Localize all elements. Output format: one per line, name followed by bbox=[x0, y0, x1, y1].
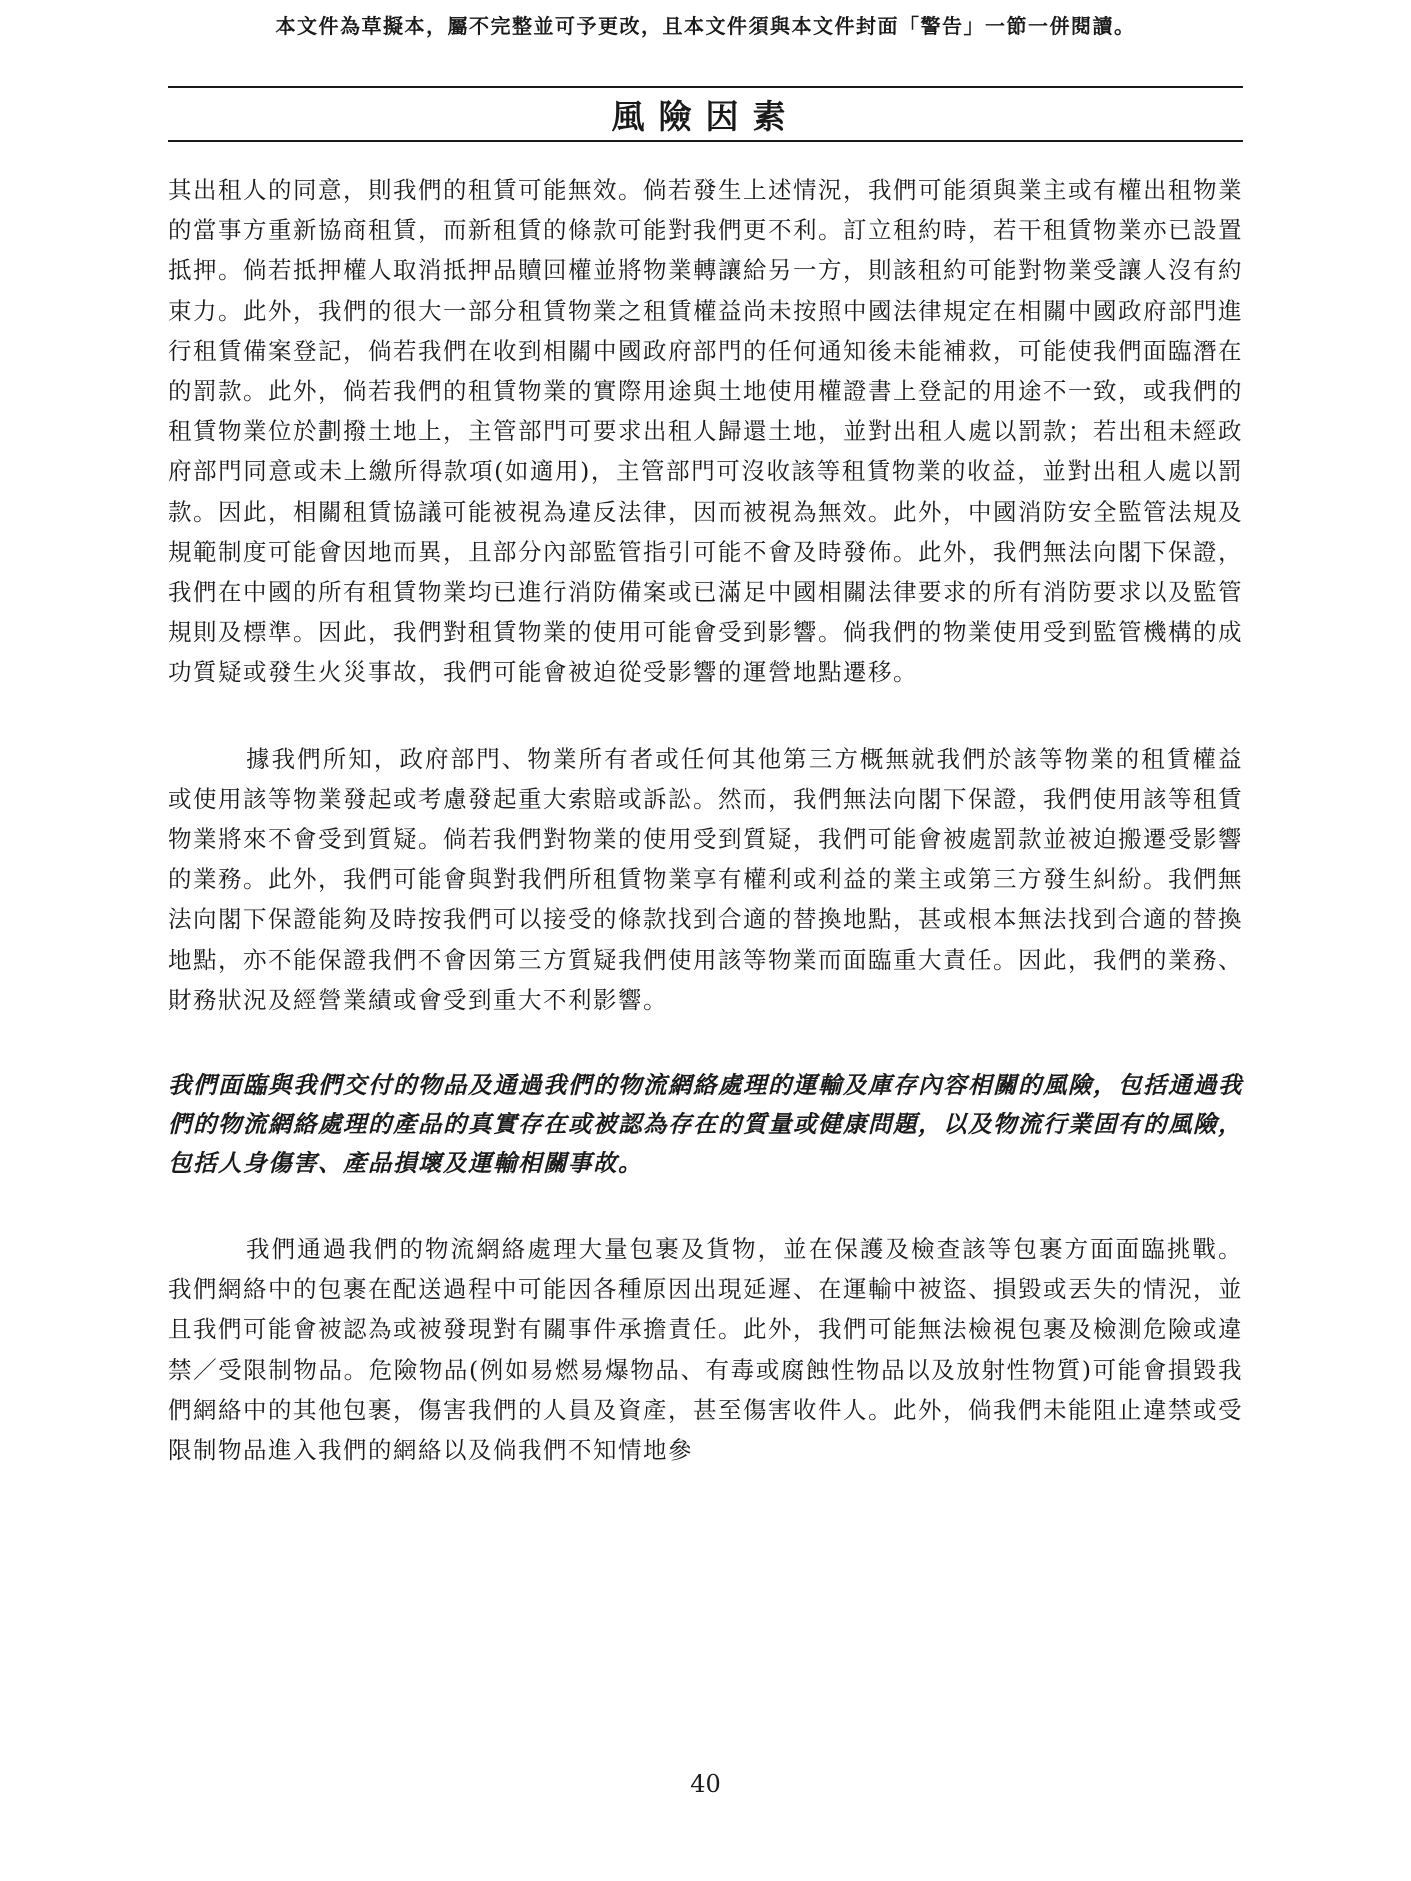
body-paragraph: 我們通過我們的物流網絡處理大量包裹及貨物，並在保護及檢查該等包裹方面面臨挑戰。我們網絡中的包裹在配送過程中可能因各種原因出現延遲、在運輸中被盜、損毀或丟失的情況，並且我們可能會被認為或被發現對有關事件承擔責任。此外，我們可能無法檢視包裹及檢測危險或違禁／受限制物品。危險物品(例如易燃易爆物品、有毒或腐蝕性物品以及放射性物質)可能會損毀我們網絡中的其他包裹，傷害我們的人員及資產，甚至傷害收件人。此外，倘我們未能阻止違禁或受限制物品進入我們的網絡以及倘我們不知情地參 bbox=[168, 1235, 1243, 1465]
body-paragraph: 據我們所知，政府部門、物業所有者或任何其他第三方概無就我們於該等物業的租賃權益或使用該等物業發起或考慮發起重大索賠或訴訟。然而，我們無法向閣下保證，我們使用該等租賃物業將來不會受到質疑。倘若我們對物業的使用受到質疑，我們可能會被處罰款並被迫搬遷受影響的業務。此外，我們可能會與對我們所租賃物業享有權利或利益的業主或第三方發生糾紛。我們無法向閣下保證能夠及時按我們可以接受的條款找到合適的替換地點，甚或根本無法找到合適的替換地點，亦不能保證我們不會因第三方質疑我們使用該等物業而面臨重大責任。因此，我們的業務、財務狀況及經營業績或會受到重大不利影響。 bbox=[168, 744, 1243, 1014]
paragraph-spacer bbox=[168, 1020, 1243, 1066]
draft-notice: 本文件為草擬本，屬不完整並可予更改，且本文件須與本文件封面「警告」一節一併閱讀。 bbox=[275, 14, 1136, 38]
section-title-block bbox=[168, 86, 1243, 142]
body-paragraph: 其出租人的同意，則我們的租賃可能無效。倘若發生上述情況，我們可能須與業主或有權出租物業的當事方重新協商租賃，而新租賃的條款可能對我們更不利。訂立租約時，若干租賃物業亦已設置抵押。倘若抵押權人取消抵押品贖回權並將物業轉讓給另一方，則該租約可能對物業受讓人沒有約束力。此外，我們的很大一部分租賃物業之租賃權益尚未按照中國法律規定在相關中國政府部門進行租賃備案登記，倘若我們在收到相關中國政府部門的任何通知後未能補救，可能使我們面臨潛在的罰款。此外，倘若我們的租賃物業的實際用途與土地使用權證書上登記的用途不一致，或我們的租賃物業位於劃撥土地上，主管部門可要求出租人歸還土地，並對出租人處以罰款；若出租未經政府部門同意或未上繳所得款項(如適用)，主管部門可沒收該等租賃物業的收益，並對出租人處以罰款。因此，相關租賃協議可能被視為違反法律，因而被視為無效。此外，中國消防安全監管法規及規範制度可能會因地而異，且部分內部監管指引可能不會及時發佈。此外，我們無法向閣下保證，我們在中國的所有租賃物業均已進行消防備案或已滿足中國相關法律要求的所有消防要求以及監管規則及標準。因此，我們對租賃物業的使用可能會受到影響。倘我們的物業使用受到監管機構的成功質疑或發生火災事故，我們可能會被迫從受影響的運營地點遷移。 bbox=[168, 176, 1243, 687]
document-body bbox=[168, 170, 1243, 1470]
paragraph-spacer bbox=[168, 1183, 1243, 1229]
risk-factor-heading: 我們面臨與我們交付的物品及通過我們的物流網絡處理的運輸及庫存內容相關的風險，包括通過我們的物流網絡處理的產品的真實存在或被認為存在的質量或健康問題，以及物流行業固有的風險，包括人身傷害、產品損壞及運輸相關事故。 bbox=[168, 1071, 1243, 1178]
paragraph-spacer bbox=[168, 693, 1243, 739]
section-title: 風險因素 bbox=[611, 96, 800, 136]
page-number: 40 bbox=[690, 1770, 721, 1798]
